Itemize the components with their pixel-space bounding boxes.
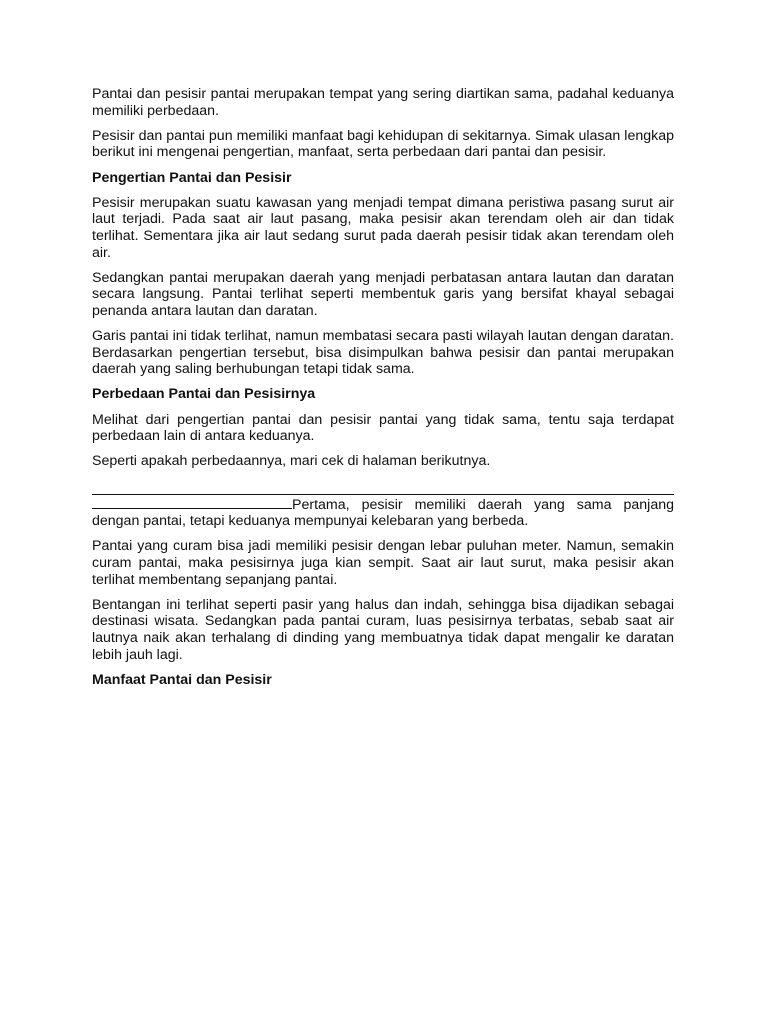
heading-pengertian: Pengertian Pantai dan Pesisir (92, 169, 292, 186)
paragraph-garis-pantai: Garis pantai ini tidak terlihat, namun membatasi secara pasti wilayah lautan dengan daratan. Berdasarkan pengertian tersebut, bisa disimpulkan bahwa pesisir dan pantai merupakan daerah yang saling berhubungan tetapi tidak sama. (92, 328, 674, 378)
blank-rule-line (92, 479, 674, 495)
paragraph-intro: Pantai dan pesisir pantai merupakan tempat yang sering diartikan sama, padahal keduanya memiliki perbedaan. (92, 86, 674, 119)
paragraph-overview: Pesisir dan pantai pun memiliki manfaat bagi kehidupan di sekitarnya. Simak ulasan lengkap berikut ini mengenai pengertian, manfaat, serta perbedaan dari pantai dan pesisir. (92, 127, 674, 161)
paragraph-pertama (92, 479, 674, 530)
paragraph-perbedaan-intro: Melihat dari pengertian pantai dan pesisir pantai yang tidak sama, tentu saja terdapat perbedaan lain di antara keduanya. (92, 411, 674, 445)
paragraph-pantai-definition: Sedangkan pantai merupakan daerah yang menjadi perbatasan antara lautan dan daratan secara langsung. Pantai terlihat seperti membentuk garis yang bersifat khayal sebagai penanda antara lautan dan daratan. (92, 269, 674, 319)
blank-inline-rule (92, 496, 292, 509)
paragraph-pesisir-definition: Pesisir merupakan suatu kawasan yang menjadi tempat dimana peristiwa pasang surut air laut terjadi. Pada saat air laut pasang, maka pesisir akan terendam oleh air dan tidak terlihat. Sementara jika air laut sedang surut pada daerah pesisir tidak akan terendam oleh air. (92, 194, 674, 261)
paragraph-bentangan: Bentangan ini terlihat seperti pasir yang halus dan indah, sehingga bisa dijadikan sebagai destinasi wisata. Sedangkan pada pantai curam, luas pesisirnya terbatas, sebab saat air lautnya naik akan terhalang di dinding yang membuatnya tidak dapat mengalir ke daratan lebih jauh lagi. (92, 596, 674, 663)
heading-manfaat: Manfaat Pantai dan Pesisir (92, 671, 272, 688)
paragraph-pertama-text: Pertama, pesisir memiliki daerah yang sama panjang dengan pantai, tetapi keduanya mempunyai kelebaran yang berbeda. (92, 496, 674, 530)
paragraph-curam: Pantai yang curam bisa jadi memiliki pesisir dengan lebar puluhan meter. Namun, semakin curam pantai, maka pesisirnya juga kian sempit. Saat air laut surut, maka pesisir akan terlihat membentang sepanjang pantai. (92, 538, 674, 588)
heading-perbedaan: Perbedaan Pantai dan Pesisirnya (92, 386, 316, 403)
document-page (92, 86, 674, 697)
paragraph-next-page: Seperti apakah perbedaannya, mari cek di halaman berikutnya. (92, 453, 491, 470)
